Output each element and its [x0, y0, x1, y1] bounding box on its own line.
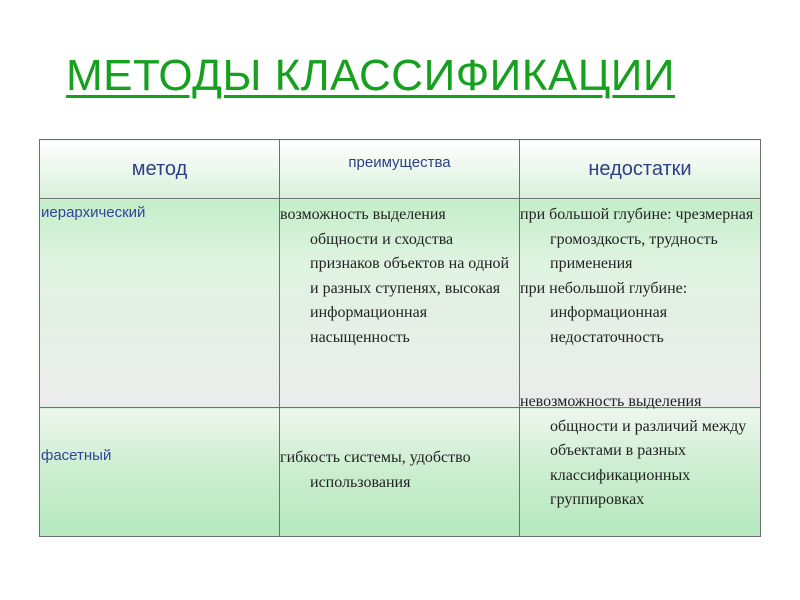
method-name: фасетный: [41, 447, 112, 464]
table-row: [40, 408, 761, 537]
disadvantages-text: при большой глубине: чрезмерная громоздкость, трудность применения: [520, 206, 754, 272]
spacer: [40, 408, 279, 442]
header-disadvantages: недостатки: [520, 140, 761, 199]
method-cell: [40, 408, 280, 537]
method-name: иерархический: [41, 204, 146, 221]
advantages-text: гибкость системы, удобство использования: [280, 449, 471, 491]
advantages-cell: [280, 408, 520, 537]
advantages-cell: [280, 199, 520, 408]
advantages-text: возможность выделения общности и сходства признаков объектов на одной и разных ступенях, высокая информационная насыщенность: [280, 206, 510, 346]
table-header-row: [40, 140, 761, 199]
method-cell: [40, 199, 280, 408]
header-method: метод: [40, 140, 280, 199]
disadvantages-text: при небольшой глубине: информационная недостаточность: [520, 279, 688, 346]
table-row: [40, 199, 761, 408]
disadvantages-cell: [520, 393, 761, 537]
header-advantages: преимущества: [280, 140, 520, 199]
page-title: МЕТОДЫ КЛАССИФИКАЦИИ: [66, 51, 676, 100]
disadvantages-cell: [520, 199, 761, 408]
disadvantages-text: невозможность выделения общности и различий между объектами в разных классификационных группировках: [520, 393, 747, 508]
methods-table: [39, 139, 761, 537]
spacer: [280, 408, 519, 442]
